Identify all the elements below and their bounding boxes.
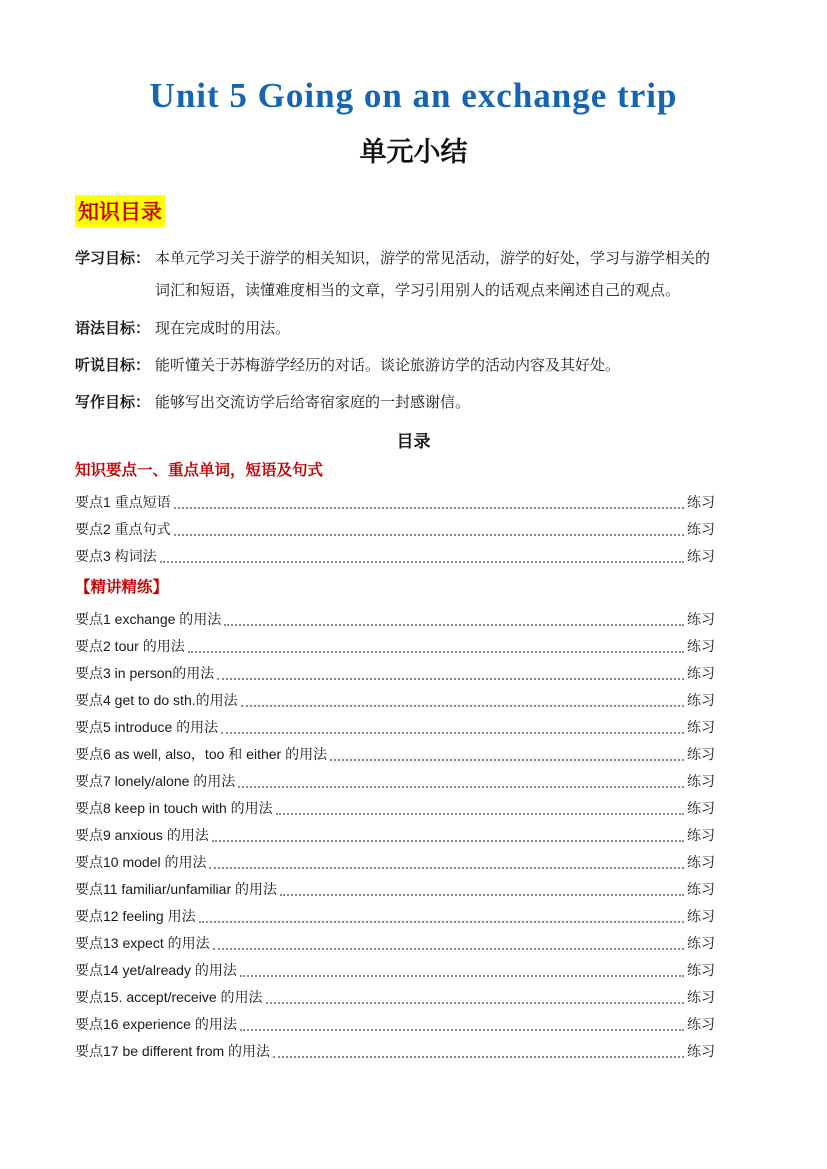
- goal-label: 学习目标：: [75, 250, 151, 267]
- toc-practice-link[interactable]: 练习: [687, 935, 715, 952]
- toc-section1-list: [75, 488, 715, 569]
- toc-dot-leader: [199, 921, 684, 923]
- toc-practice-link[interactable]: 练习: [687, 854, 715, 871]
- toc-practice-link[interactable]: 练习: [687, 773, 715, 790]
- toc-item[interactable]: [75, 542, 715, 569]
- toc-dot-leader: [209, 867, 684, 869]
- toc-item[interactable]: [75, 1010, 715, 1037]
- toc-practice-link[interactable]: 练习: [687, 881, 715, 898]
- toc-practice-link[interactable]: 练习: [687, 521, 715, 538]
- toc-practice-link[interactable]: 练习: [687, 494, 715, 511]
- toc-item[interactable]: [75, 632, 715, 659]
- unit-subtitle: 单元小结: [359, 137, 468, 167]
- toc-practice-link[interactable]: 练习: [687, 638, 715, 655]
- toc-dot-leader: [240, 1029, 684, 1031]
- toc-item[interactable]: [75, 488, 715, 515]
- toc-item[interactable]: [75, 767, 715, 794]
- toc-practice-link[interactable]: 练习: [687, 1016, 715, 1033]
- toc-practice-link[interactable]: 练习: [687, 611, 715, 628]
- section2-heading: 【精讲精练】: [75, 579, 169, 597]
- toc-section2-list: [75, 605, 715, 1064]
- toc-dot-leader: [174, 534, 684, 536]
- toc-dot-leader: [240, 975, 684, 977]
- toc-dot-leader: [280, 894, 684, 896]
- toc-item[interactable]: [75, 956, 715, 983]
- toc-item[interactable]: [75, 605, 715, 632]
- toc-item-label: 要点12 feeling 用法: [75, 908, 196, 925]
- toc-item-label: 要点1 重点短语: [75, 494, 171, 511]
- toc-dot-leader: [213, 948, 684, 950]
- toc-item[interactable]: [75, 1037, 715, 1064]
- toc-item-label: 要点2 tour 的用法: [75, 638, 185, 655]
- goal-text: 本单元学习关于游学的相关知识，游学的常见活动，游学的好处，学习与游学相关的词汇和短语，读懂难度相当的文章，学习引用别人的话观点来阐述自己的观点。: [155, 250, 711, 300]
- toc-item-label: 要点6 as well, also，too 和 either 的用法: [75, 746, 328, 763]
- toc-dot-leader: [273, 1056, 684, 1058]
- toc-item-label: 要点17 be different from 的用法: [75, 1043, 271, 1060]
- toc-practice-link[interactable]: 练习: [687, 746, 715, 763]
- toc-item[interactable]: [75, 983, 715, 1010]
- toc-dot-leader: [217, 678, 684, 680]
- toc-item-label: 要点5 introduce 的用法: [75, 719, 219, 736]
- goal-text: 现在完成时的用法。: [155, 319, 291, 337]
- toc-practice-link[interactable]: 练习: [687, 548, 715, 565]
- goal-label: 听说目标：: [75, 356, 151, 374]
- toc-dot-leader: [188, 651, 684, 653]
- toc-item-label: 要点7 lonely/alone 的用法: [75, 773, 236, 790]
- toc-dot-leader: [224, 624, 684, 626]
- toc-dot-leader: [241, 705, 684, 707]
- toc-item-label: 要点15. accept/receive 的用法: [75, 989, 263, 1006]
- goal-row-grammar: [75, 313, 715, 345]
- goal-row-writing: [75, 387, 715, 419]
- toc-item-label: 要点1 exchange 的用法: [75, 611, 222, 628]
- toc-item-label: 要点16 experience 的用法: [75, 1016, 237, 1033]
- toc-item[interactable]: [75, 659, 715, 686]
- knowledge-catalog-badge: 知识目录: [75, 195, 165, 227]
- toc-dot-leader: [160, 561, 684, 563]
- goal-row-study: [75, 243, 715, 308]
- toc-item-label: 要点3 in person的用法: [75, 665, 215, 682]
- toc-item-label: 要点4 get to do sth.的用法: [75, 692, 238, 709]
- toc-practice-link[interactable]: 练习: [687, 1043, 715, 1060]
- goal-row-listening-speaking: [75, 350, 715, 382]
- goal-label: 写作目标：: [75, 394, 151, 411]
- toc-practice-link[interactable]: 练习: [687, 962, 715, 979]
- goals-section: [75, 243, 715, 419]
- toc-item-label: 要点14 yet/already 的用法: [75, 962, 237, 979]
- toc-dot-leader: [174, 507, 684, 509]
- toc-practice-link[interactable]: 练习: [687, 719, 715, 736]
- toc-item-label: 要点3 构词法: [75, 548, 157, 565]
- toc-practice-link[interactable]: 练习: [687, 989, 715, 1006]
- toc-item-label: 要点2 重点句式: [75, 521, 171, 538]
- toc-item[interactable]: [75, 740, 715, 767]
- goal-label: 语法目标：: [75, 319, 151, 337]
- toc-item[interactable]: [75, 515, 715, 542]
- toc-item[interactable]: [75, 686, 715, 713]
- toc-item-label: 要点11 familiar/unfamiliar 的用法: [75, 881, 278, 898]
- toc-item[interactable]: [75, 929, 715, 956]
- toc-dot-leader: [266, 1002, 684, 1004]
- toc-practice-link[interactable]: 练习: [687, 908, 715, 925]
- toc-item-label: 要点8 keep in touch with 的用法: [75, 800, 273, 817]
- toc-dot-leader: [330, 759, 684, 761]
- unit-title: Unit 5 Going on an exchange trip: [149, 76, 678, 115]
- toc-dot-leader: [212, 840, 684, 842]
- toc-item[interactable]: [75, 713, 715, 740]
- goal-text: 能听懂关于苏梅游学经历的对话。谈论旅游访学的活动内容及其好处。: [155, 356, 621, 374]
- toc-item[interactable]: [75, 821, 715, 848]
- toc-practice-link[interactable]: 练习: [687, 692, 715, 709]
- goal-text: 能够写出交流访学后给寄宿家庭的一封感谢信。: [155, 394, 471, 411]
- section1-heading: 知识要点一、重点单词，短语及句式: [75, 462, 324, 480]
- toc-item-label: 要点13 expect 的用法: [75, 935, 210, 952]
- toc-item[interactable]: [75, 848, 715, 875]
- toc-dot-leader: [238, 786, 684, 788]
- toc-practice-link[interactable]: 练习: [687, 827, 715, 844]
- toc-heading: 目录: [396, 432, 431, 452]
- toc-practice-link[interactable]: 练习: [687, 665, 715, 682]
- toc-item[interactable]: [75, 794, 715, 821]
- toc-item[interactable]: [75, 902, 715, 929]
- toc-item[interactable]: [75, 875, 715, 902]
- toc-practice-link[interactable]: 练习: [687, 800, 715, 817]
- toc-dot-leader: [276, 813, 684, 815]
- toc-item-label: 要点10 model 的用法: [75, 854, 207, 871]
- toc-item-label: 要点9 anxious 的用法: [75, 827, 209, 844]
- toc-dot-leader: [221, 732, 684, 734]
